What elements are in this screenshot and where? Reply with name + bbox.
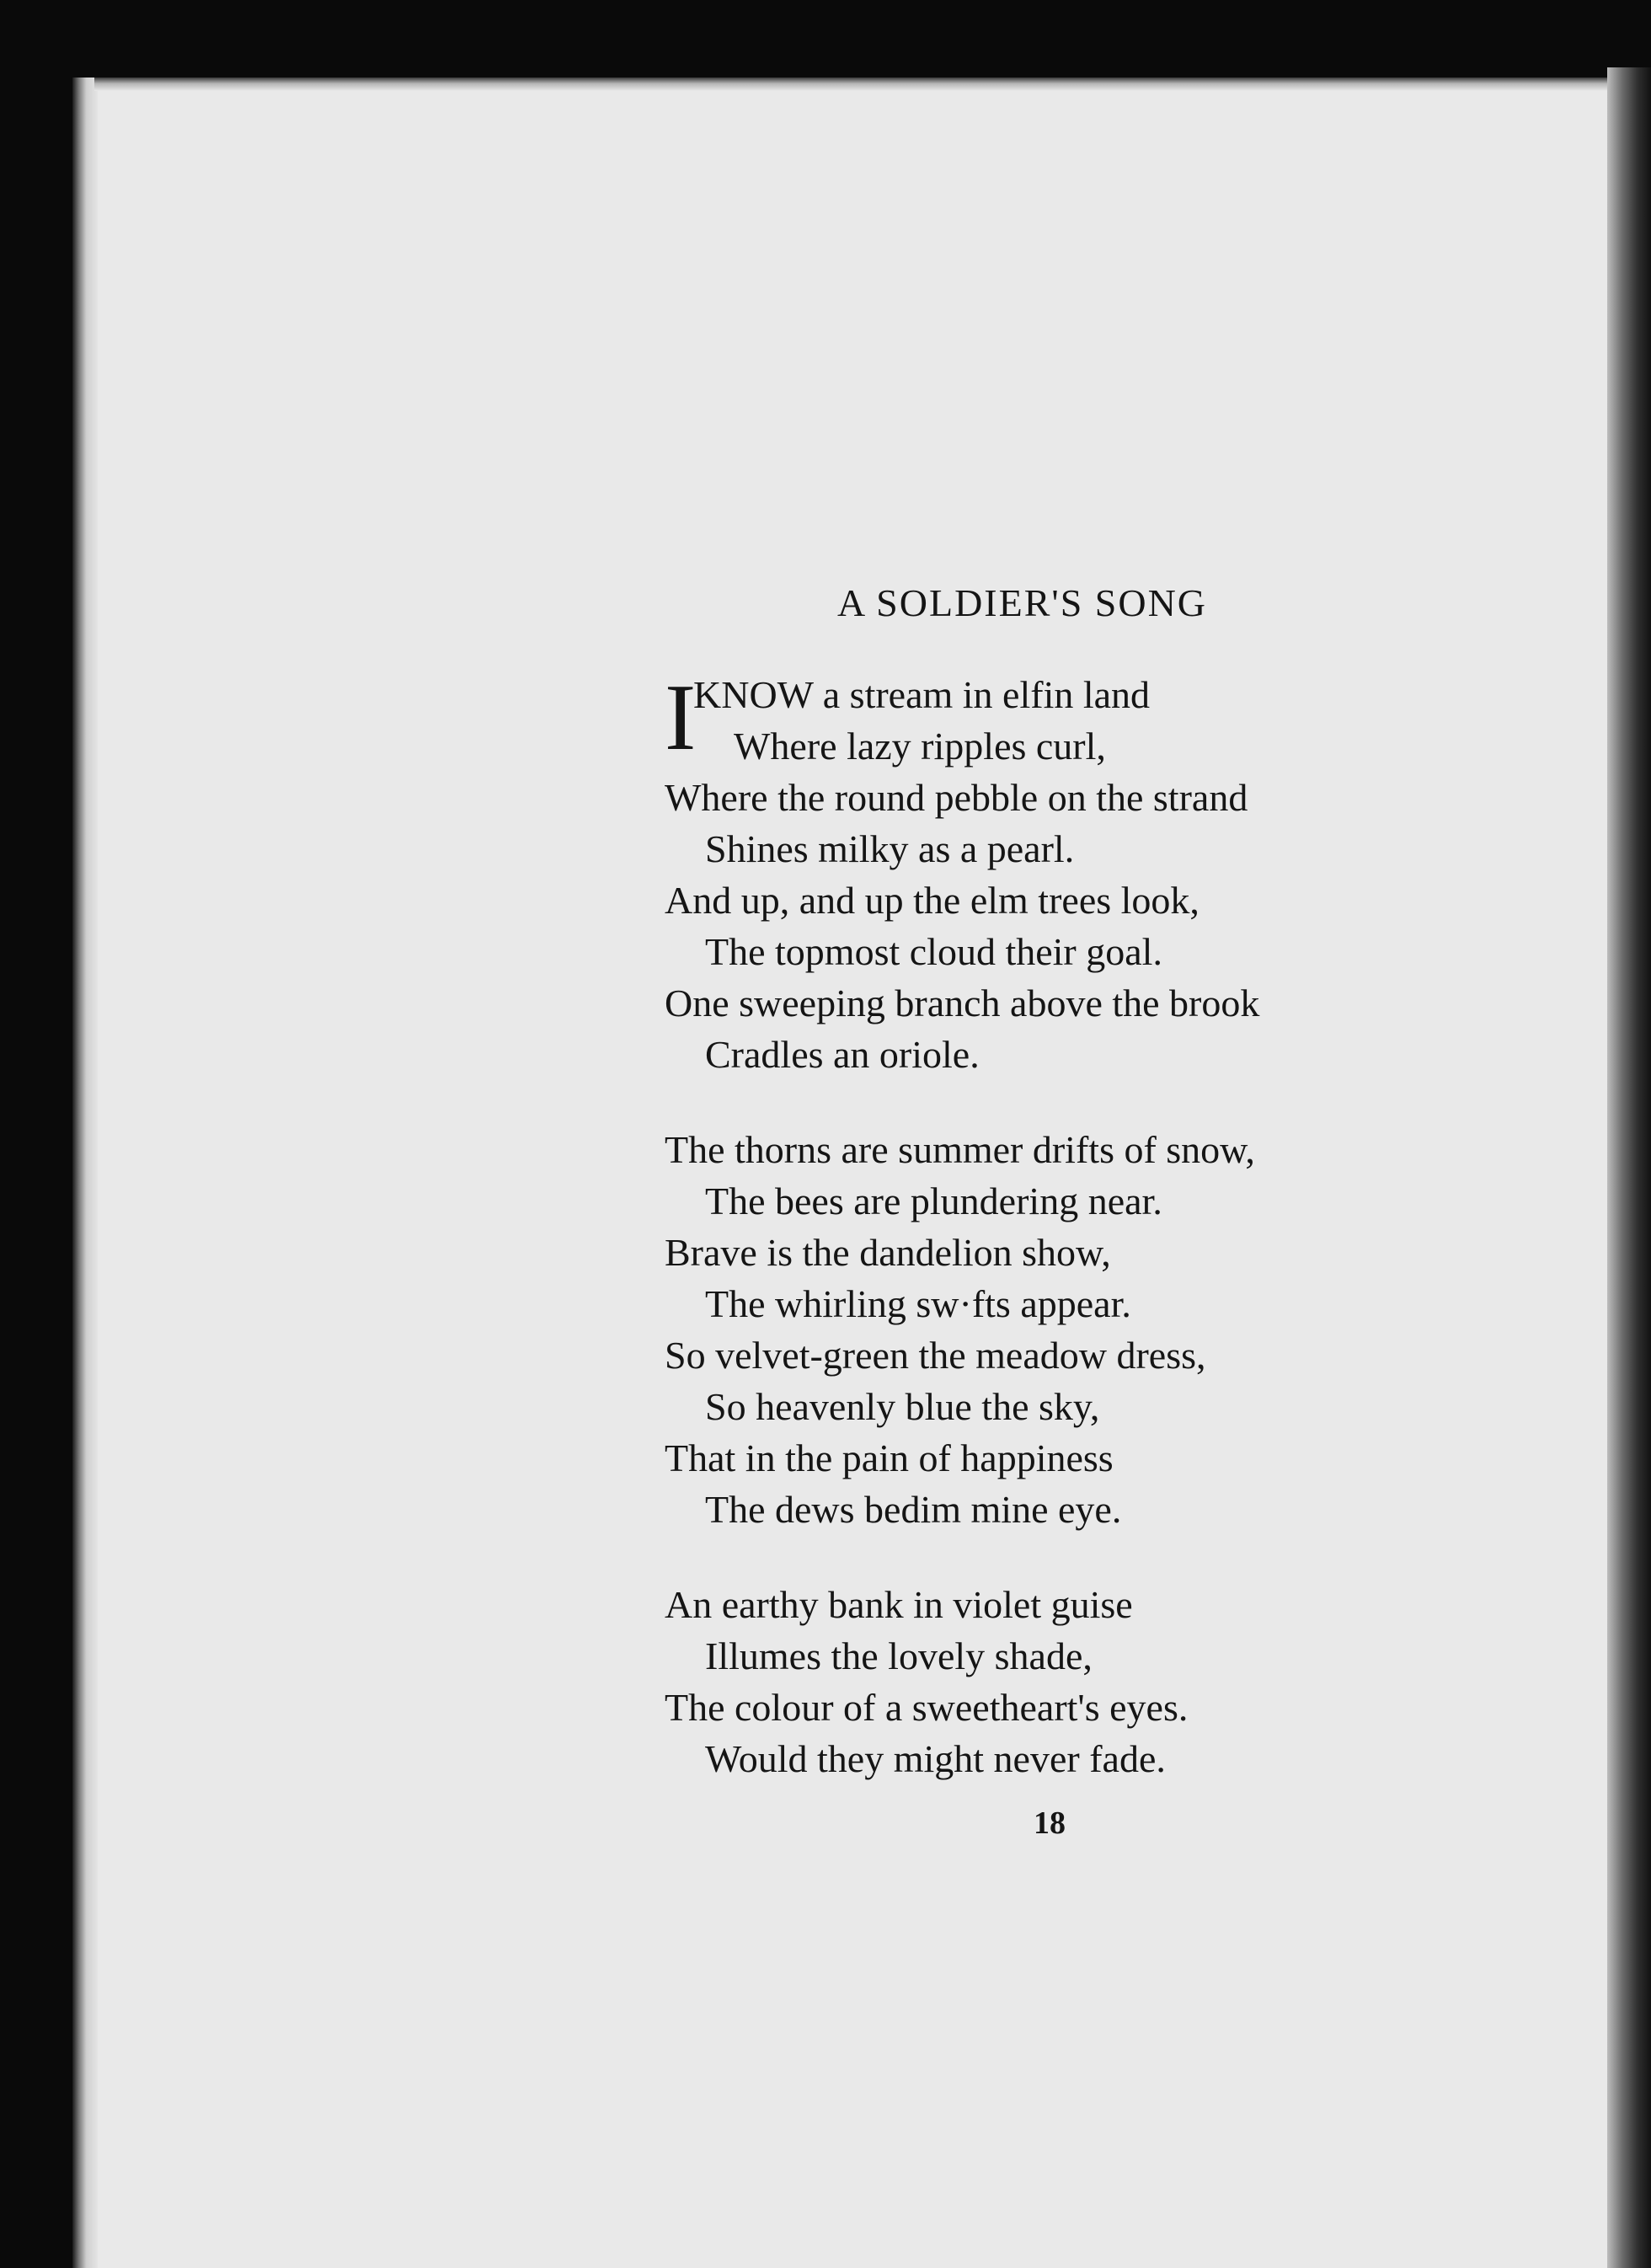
verse-line: Where lazy ripples curl, — [734, 725, 1106, 768]
stanza-3 — [665, 1579, 1473, 1784]
page-number: 18 — [1034, 1805, 1066, 1841]
verse-line: Shines milky as a pearl. — [705, 827, 1075, 870]
verse-line: So heavenly blue the sky, — [705, 1385, 1100, 1428]
page-right-edge — [1607, 67, 1651, 2268]
verse-line: Brave is the dandelion show, — [665, 1231, 1111, 1274]
verse-line: One sweeping branch above the brook — [665, 982, 1260, 1024]
verse-line: That in the pain of happiness — [665, 1436, 1114, 1479]
verse-line: The colour of a sweetheart's eyes. — [665, 1686, 1189, 1729]
drop-cap: I — [665, 666, 697, 770]
verse-line: The topmost cloud their goal. — [705, 930, 1162, 973]
verse-line: The whirling sw·fts appear. — [705, 1282, 1131, 1325]
verse-line: And up, and up the elm trees look, — [665, 879, 1200, 922]
verse-line: The dews bedim mine eye. — [705, 1488, 1122, 1531]
verse-line: The thorns are summer drifts of snow, — [665, 1128, 1255, 1171]
page-top-shadow — [94, 78, 1611, 91]
poem-title: A SOLDIER'S SONG — [837, 581, 1208, 624]
verse-line: The bees are plundering near. — [705, 1179, 1162, 1222]
poem-body — [665, 666, 1473, 1784]
verse-line: Illumes the lovely shade, — [705, 1634, 1093, 1677]
stanza-1 — [665, 666, 1473, 1080]
verse-line: Where the round pebble on the strand — [665, 776, 1248, 819]
verse-line: Cradles an oriole. — [705, 1033, 980, 1076]
verse-line: An earthy bank in violet guise — [665, 1583, 1133, 1626]
book-binding-edge — [72, 78, 98, 2268]
stanza-2 — [665, 1124, 1473, 1535]
verse-line: Would they might never fade. — [705, 1737, 1166, 1780]
first-line-text: KNOW a stream in elfin land — [693, 673, 1151, 716]
verse-line: So velvet-green the meadow dress, — [665, 1334, 1206, 1377]
